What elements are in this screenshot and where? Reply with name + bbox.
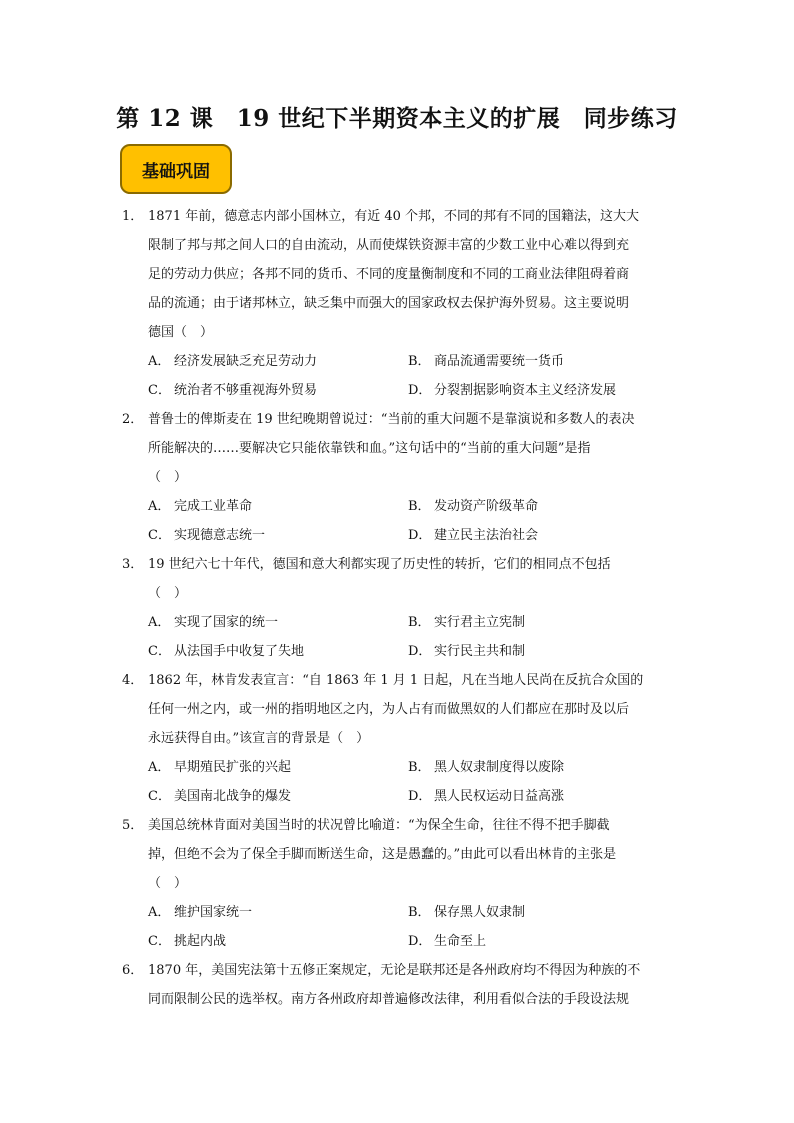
question-text: 美国总统林肯面对美国当时的状况曾比喻道：“为保全生命，往往不得不把手脚截 [148, 818, 610, 833]
answer-option[interactable] [408, 782, 668, 811]
question-text-line [122, 695, 682, 724]
option-row [122, 753, 682, 782]
question-text: 1871 年前，德意志内部小国林立，有近 40 个邦，不同的邦有不同的国籍法，这大大 [148, 209, 640, 224]
option-label: D． [408, 934, 432, 949]
question-text: 1862 年，林肯发表宣言：“自 1863 年 1 月 1 日起，凡在当地人民尚在反抗合众国的 [148, 673, 644, 688]
question-3 [122, 550, 682, 666]
option-label: C． [148, 644, 171, 659]
answer-option[interactable] [408, 608, 668, 637]
option-row [122, 376, 682, 405]
option-label: A． [148, 499, 171, 514]
question-list [122, 202, 682, 1014]
question-text: 品的流通；由于诸邦林立，缺乏集中而强大的国家政权去保护海外贸易。这主要说明 [148, 296, 630, 311]
question-2 [122, 405, 682, 550]
question-text: 同而限制公民的选举权。南方各州政府却普遍修改法律，利用看似合法的手段设法规 [148, 992, 630, 1007]
question-number: 5． [122, 818, 144, 833]
question-text: 任何一州之内，或一州的指明地区之内，为人占有而做黑奴的人们都应在那时及以后 [148, 702, 630, 717]
answer-option[interactable] [408, 753, 668, 782]
answer-option[interactable] [148, 753, 408, 782]
option-label: A． [148, 354, 171, 369]
option-row [122, 927, 682, 956]
option-row [122, 492, 682, 521]
question-text-line [122, 231, 682, 260]
question-text-line [122, 434, 682, 463]
question-text: 足的劳动力供应；各邦不同的货币、不同的度量衡制度和不同的工商业法律阻碍着商 [148, 267, 630, 282]
question-text: 永远获得自由。”该宣言的背景是（ ） [148, 731, 370, 746]
option-label: D． [408, 528, 432, 543]
answer-option[interactable] [148, 376, 408, 405]
option-row [122, 521, 682, 550]
option-text: 分裂割据影响资本主义经济发展 [434, 383, 617, 398]
question-text-line [122, 463, 682, 492]
option-label: A． [148, 905, 171, 920]
option-text: 保存黑人奴隶制 [434, 905, 526, 920]
answer-option[interactable] [148, 608, 408, 637]
question-text-line [122, 666, 682, 695]
question-number: 1． [122, 209, 144, 224]
option-text: 美国南北战争的爆发 [174, 789, 292, 804]
answer-option[interactable] [148, 347, 408, 376]
answer-option[interactable] [148, 898, 408, 927]
question-5 [122, 811, 682, 956]
option-label: B． [408, 499, 431, 514]
question-text-line [122, 405, 682, 434]
option-label: D． [408, 789, 432, 804]
question-1 [122, 202, 682, 405]
question-text: 19 世纪六七十年代，德国和意大利都实现了历史性的转折，它们的相同点不包括 [148, 557, 611, 572]
option-label: C． [148, 789, 171, 804]
option-text: 实行君主立宪制 [434, 615, 526, 630]
answer-option[interactable] [408, 898, 668, 927]
option-label: C． [148, 934, 171, 949]
question-text-line [122, 318, 682, 347]
question-text-line [122, 202, 682, 231]
answer-option[interactable] [148, 521, 408, 550]
question-text: （ ） [148, 586, 188, 601]
answer-option[interactable] [148, 492, 408, 521]
option-label: A． [148, 615, 171, 630]
option-text: 统治者不够重视海外贸易 [174, 383, 318, 398]
question-text: （ ） [148, 876, 188, 891]
question-text-line [122, 260, 682, 289]
option-text: 早期殖民扩张的兴起 [174, 760, 292, 775]
question-number: 6． [122, 963, 144, 978]
question-text: 1870 年，美国宪法第十五修正案规定，无论是联邦还是各州政府均不得因为种族的不 [148, 963, 641, 978]
option-text: 黑人民权运动日益高涨 [434, 789, 565, 804]
option-label: C． [148, 383, 171, 398]
question-text-line [122, 289, 682, 318]
option-label: B． [408, 615, 431, 630]
question-6 [122, 956, 682, 1014]
option-label: B． [408, 905, 431, 920]
answer-option[interactable] [408, 347, 668, 376]
question-text-line [122, 550, 682, 579]
question-text-line [122, 869, 682, 898]
question-text: 德国（ ） [148, 325, 214, 340]
answer-option[interactable] [148, 927, 408, 956]
answer-option[interactable] [408, 521, 668, 550]
question-4 [122, 666, 682, 811]
option-text: 黑人奴隶制度得以废除 [434, 760, 565, 775]
option-text: 完成工业革命 [174, 499, 253, 514]
page-title: 第 12 课 19 世纪下半期资本主义的扩展 同步练习 [116, 105, 678, 132]
option-text: 商品流通需要统一货币 [434, 354, 565, 369]
option-row [122, 782, 682, 811]
question-text: 掉，但绝不会为了保全手脚而断送生命，这是愚蠢的。”由此可以看出林肯的主张是 [148, 847, 617, 862]
question-text-line [122, 956, 682, 985]
option-label: C． [148, 528, 171, 543]
option-text: 生命至上 [434, 934, 487, 949]
question-text-line [122, 579, 682, 608]
option-label: D． [408, 644, 432, 659]
answer-option[interactable] [408, 376, 668, 405]
option-row [122, 608, 682, 637]
option-row [122, 637, 682, 666]
answer-option[interactable] [408, 927, 668, 956]
option-text: 维护国家统一 [174, 905, 253, 920]
question-text-line [122, 985, 682, 1014]
section-badge [120, 144, 232, 194]
question-text: （ ） [148, 470, 188, 485]
option-row [122, 898, 682, 927]
option-label: B． [408, 760, 431, 775]
question-text: 限制了邦与邦之间人口的自由流动，从而使煤铁资源丰富的少数工业中心难以得到充 [148, 238, 630, 253]
question-text-line [122, 840, 682, 869]
option-label: D． [408, 383, 432, 398]
option-text: 经济发展缺乏充足劳动力 [174, 354, 318, 369]
answer-option[interactable] [148, 637, 408, 666]
option-row [122, 347, 682, 376]
option-text: 挑起内战 [174, 934, 227, 949]
option-text: 发动资产阶级革命 [434, 499, 539, 514]
section-badge-label: 基础巩固 [142, 161, 210, 182]
question-text: 普鲁士的俾斯麦在 19 世纪晚期曾说过：“当前的重大问题不是靠演说和多数人的表决 [148, 412, 635, 427]
question-number: 4． [122, 673, 144, 688]
question-number: 2． [122, 412, 144, 427]
question-text: 所能解决的……要解决它只能依靠铁和血。”这句话中的“当前的重大问题”是指 [148, 441, 591, 456]
option-text: 实现了国家的统一 [174, 615, 279, 630]
option-text: 实行民主共和制 [434, 644, 526, 659]
option-label: B． [408, 354, 431, 369]
question-text-line [122, 724, 682, 753]
question-number: 3． [122, 557, 144, 572]
option-label: A． [148, 760, 171, 775]
answer-option[interactable] [408, 492, 668, 521]
option-text: 从法国手中收复了失地 [174, 644, 305, 659]
answer-option[interactable] [148, 782, 408, 811]
option-text: 实现德意志统一 [174, 528, 266, 543]
option-text: 建立民主法治社会 [434, 528, 539, 543]
question-text-line [122, 811, 682, 840]
answer-option[interactable] [408, 637, 668, 666]
